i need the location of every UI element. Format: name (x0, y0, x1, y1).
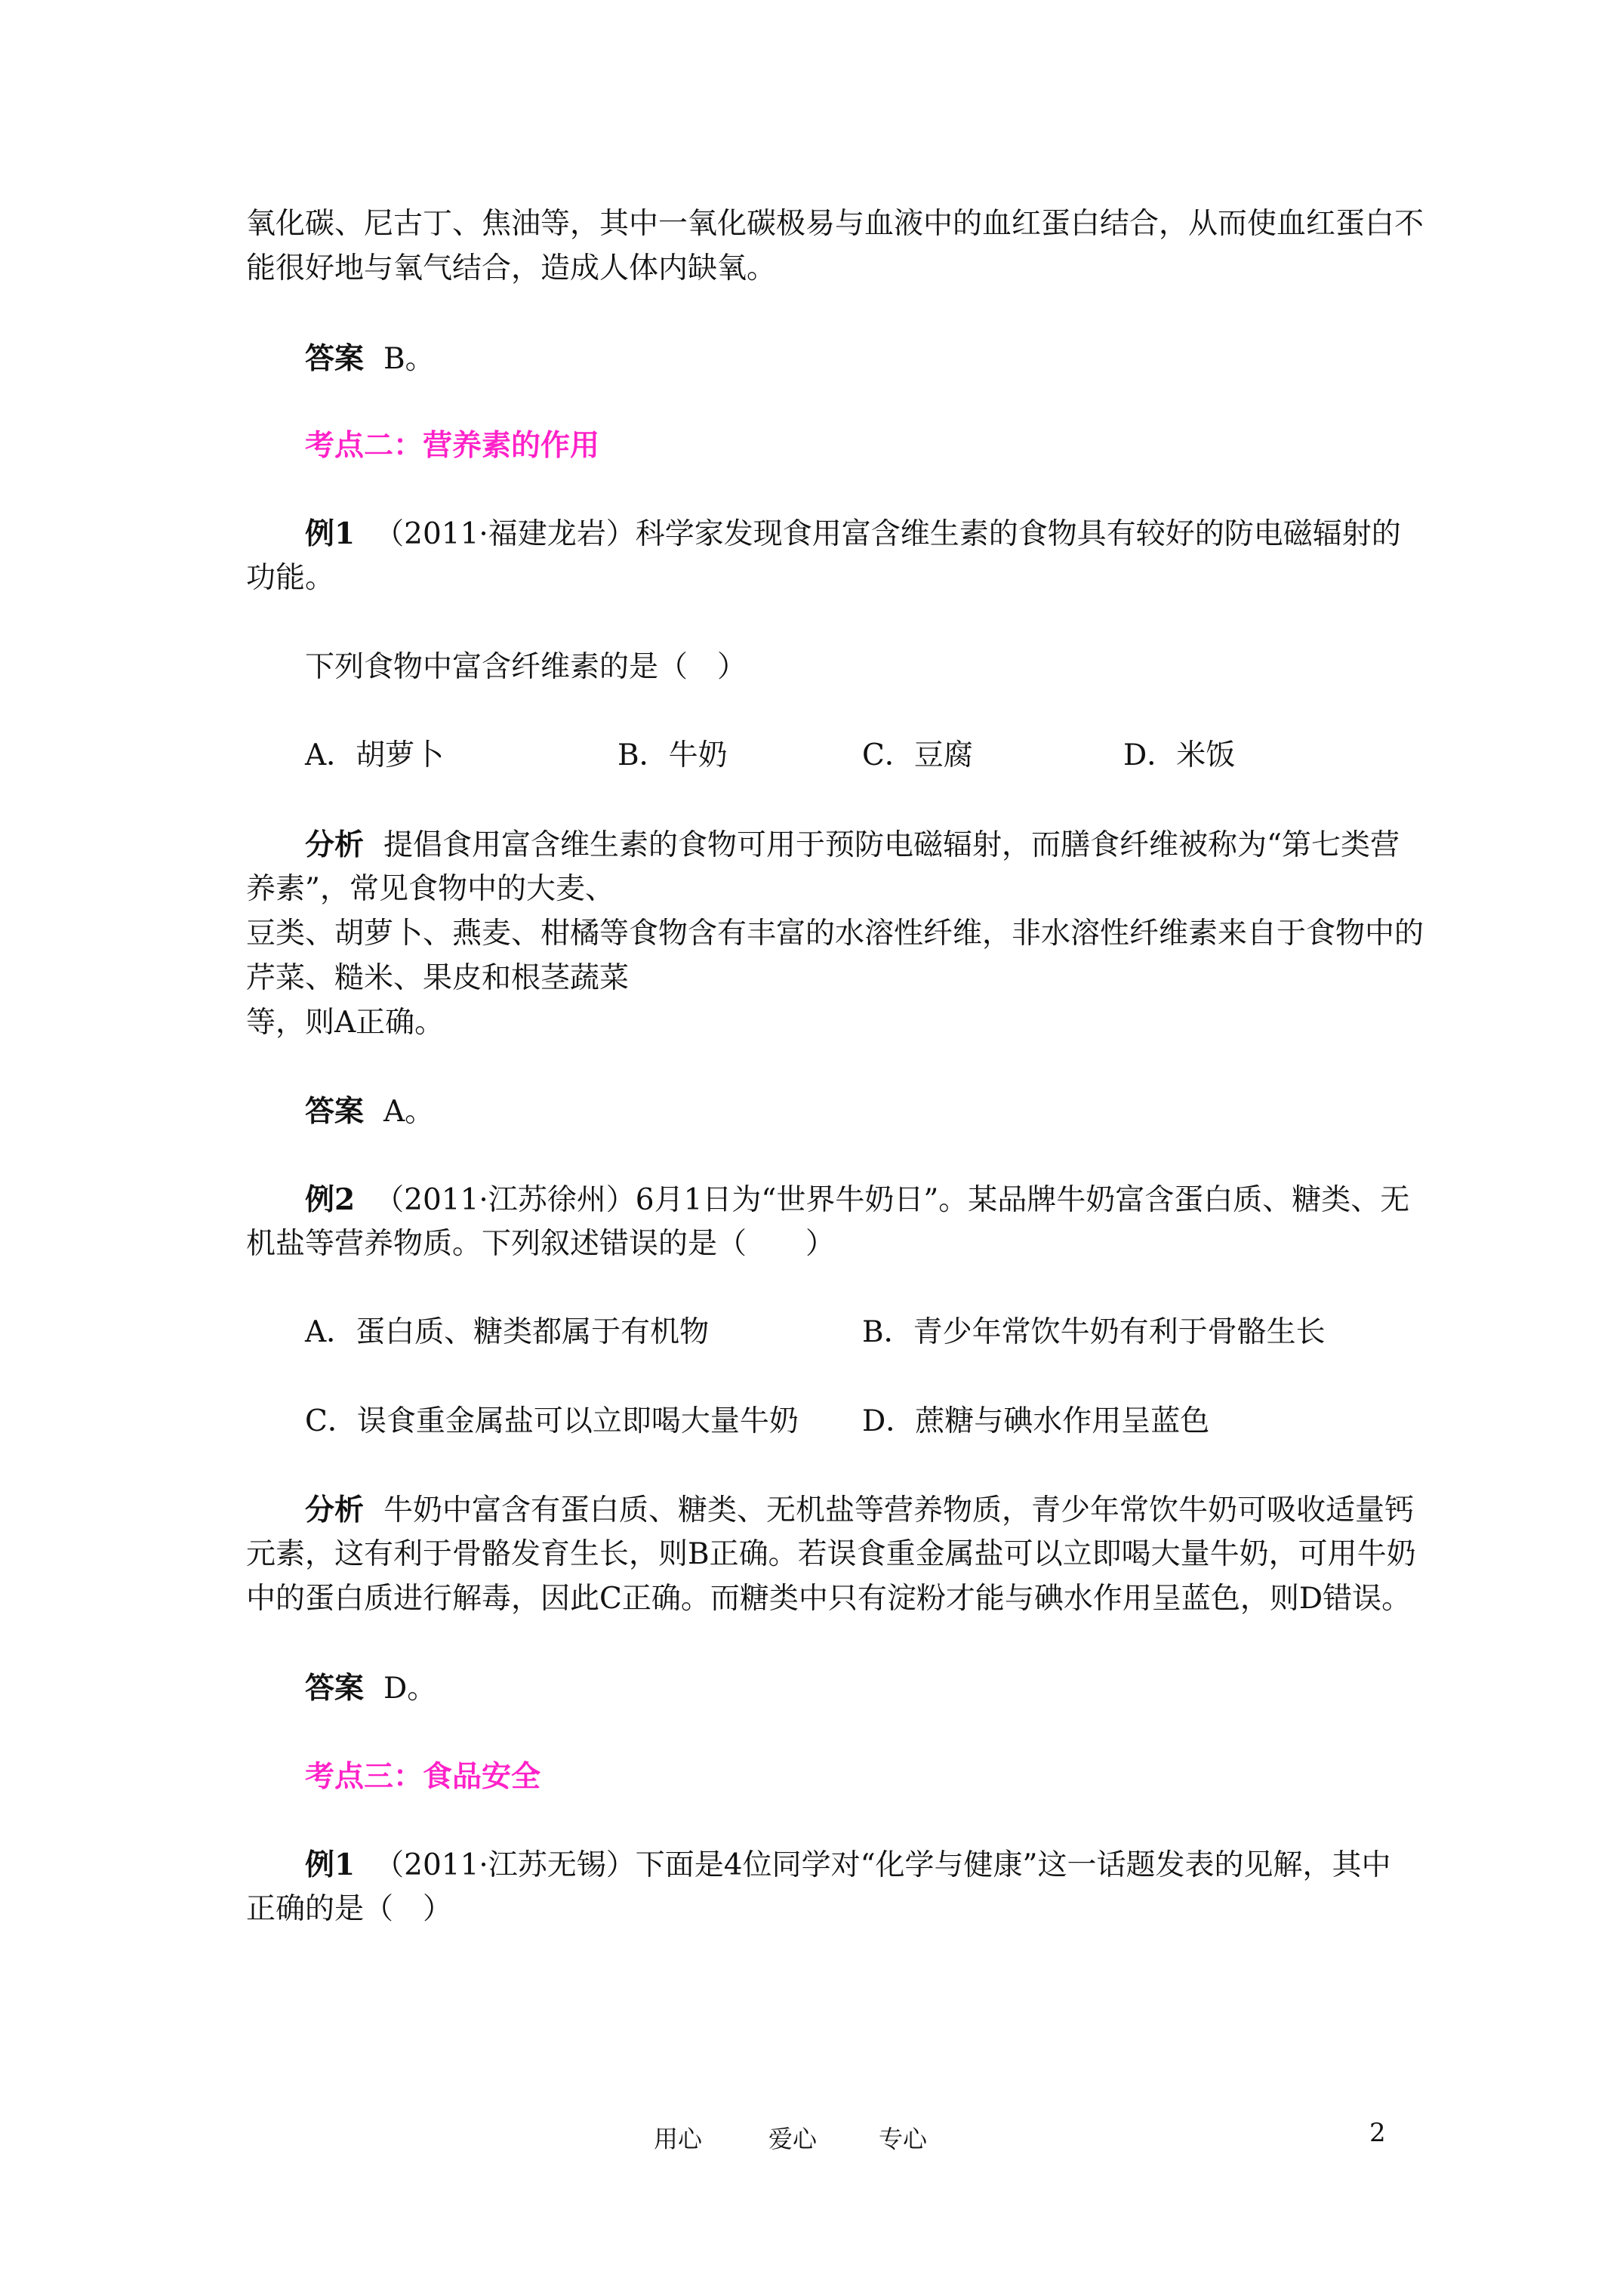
paragraph-line: 芹菜、糙米、果皮和根茎蔬菜 (246, 961, 630, 995)
paragraph-line: 养素”，常见食物中的大麦、 (246, 872, 614, 906)
analysis-label: 分析 (305, 1493, 365, 1527)
answer-line (305, 337, 435, 381)
paragraph-line: 能很好地与氧气结合，造成人体内缺氧。 (246, 251, 777, 285)
paragraph-line: 中的蛋白质进行解毒，因此C正确。而糖类中只有淀粉才能与碘水作用呈蓝色，则D错误。 (246, 1582, 1412, 1616)
example-label: 例1 (305, 516, 356, 551)
option-a: A．胡萝卜 (305, 738, 445, 772)
answer-value: A。 (383, 1095, 435, 1129)
option-c: C．误食重金属盐可以立即喝大量牛奶 (305, 1404, 799, 1438)
paragraph-line: 正确的是（ ） (246, 1892, 453, 1926)
footer-item: 爱心 (768, 2125, 818, 2153)
example-text: （2011·江苏无锡）下面是4位同学对“化学与健康”这一话题发表的见解，其中 (374, 1848, 1391, 1882)
question-line: 下列食物中富含纤维素的是（ ） (305, 650, 747, 684)
answer-label: 答案 (305, 1671, 365, 1706)
footer-item: 用心 (654, 2125, 703, 2153)
paragraph-line: 豆类、胡萝卜、燕麦、柑橘等食物含有丰富的水溶性纤维，非水溶性纤维素来自于食物中的 (246, 917, 1424, 951)
analysis-text: 提倡食用富含维生素的食物可用于预防电磁辐射，而膳食纤维被称为“第七类营 (383, 828, 1400, 862)
answer-line (305, 1666, 436, 1711)
option-c: C．豆腐 (862, 738, 973, 772)
answer-line (305, 1089, 434, 1134)
example-line (305, 1843, 1390, 1888)
example-label: 例1 (305, 1848, 356, 1882)
paragraph-line: 等，则A正确。 (246, 1006, 445, 1040)
option-d: D．蔗糖与碘水作用呈蓝色 (862, 1404, 1210, 1438)
example-line (305, 512, 1401, 556)
paragraph-line: 功能。 (246, 561, 335, 595)
option-a: A．蛋白质、糖类都属于有机物 (305, 1315, 710, 1349)
footer-item: 专心 (879, 2125, 928, 2153)
analysis-line (305, 823, 1400, 868)
paragraph-line: 氧化碳、尼古丁、焦油等，其中一氧化碳极易与血液中的血红蛋白结合，从而使血红蛋白不 (246, 207, 1424, 241)
example-text: （2011·福建龙岩）科学家发现食用富含维生素的食物具有较好的防电磁辐射的 (374, 517, 1401, 551)
paragraph-line: 机盐等营养物质。下列叙述错误的是（ ） (246, 1227, 836, 1261)
example-label: 例2 (305, 1182, 356, 1217)
example-text: （2011·江苏徐州）6月1日为“世界牛奶日”。某品牌牛奶富含蛋白质、糖类、无 (374, 1183, 1410, 1217)
paragraph-line: 元素，这有利于骨骼发育生长，则B正确。若误食重金属盐可以立即喝大量牛奶，可用牛奶 (246, 1537, 1416, 1571)
section-heading: 考点三：食品安全 (305, 1759, 541, 1794)
option-b: B．青少年常饮牛奶有利于骨骼生长 (862, 1315, 1326, 1349)
page-number: 2 (1369, 2118, 1386, 2148)
analysis-line (305, 1488, 1414, 1533)
answer-value: D。 (383, 1672, 437, 1706)
example-line (305, 1178, 1409, 1222)
answer-label: 答案 (305, 1094, 365, 1129)
analysis-label: 分析 (305, 827, 365, 862)
answer-value: B。 (383, 342, 435, 376)
option-b: B．牛奶 (617, 738, 728, 772)
answer-label: 答案 (305, 341, 365, 376)
analysis-text: 牛奶中富含有蛋白质、糖类、无机盐等营养物质，青少年常饮牛奶可吸收适量钙 (383, 1493, 1415, 1527)
section-heading: 考点二：营养素的作用 (305, 428, 600, 463)
option-d: D．米饭 (1123, 738, 1236, 772)
